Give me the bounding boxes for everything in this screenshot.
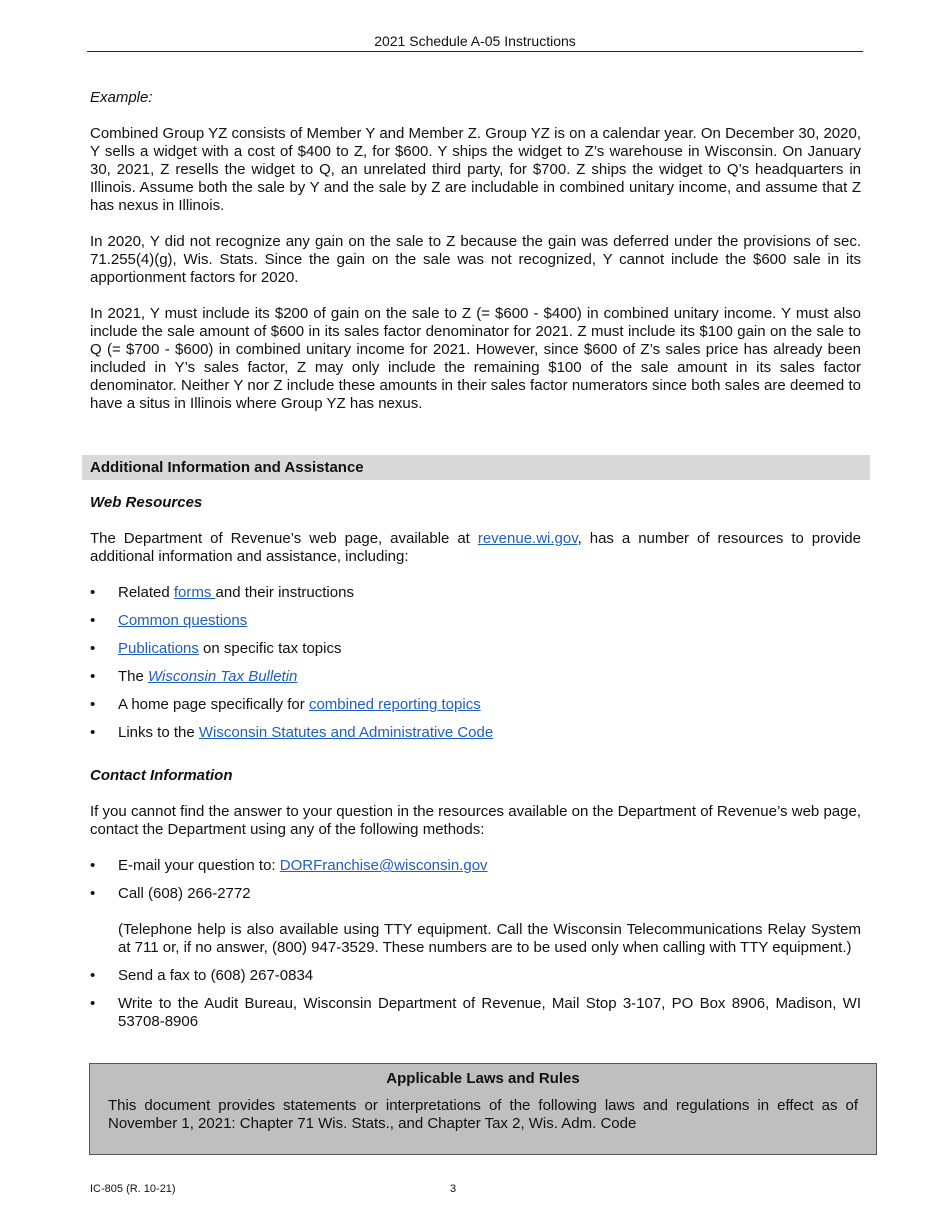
example-paragraph: In 2020, Y did not recognize any gain on the sale to Z because the gain was deferred under the provisions of sec. 71.255(4)(g), Wis. Stats. Since the gain on the sale was not recognized, Y cannot include the $600 sale in its apportionment factors for 2020. bbox=[90, 233, 861, 286]
bullet-icon: • bbox=[90, 584, 96, 601]
example-paragraph: Combined Group YZ consists of Member Y and Member Z. Group YZ is on a calendar year. On December 30, 2020, Y sells a widget with a cost of $400 to Z, for $600. Y ships the widget to Z’s warehouse in Wisconsin. On January 30, 2021, Z resells the widget to Q, an unrelated third party, for $700. Z ships the widget to Q’s headquarters in Illinois. Assume both the sale by Y and the sale by Z are includable in combined unitary income, and assume that Z has nexus in Illinois. bbox=[90, 125, 861, 214]
contact-heading: Contact Information bbox=[90, 767, 233, 784]
assistance-section bbox=[90, 494, 861, 1049]
example-section bbox=[90, 89, 861, 431]
tty-note: (Telephone help is also available using TTY equipment. Call the Wisconsin Telecommunications Relay System at 711 or, if no answer, (800) 947-3529. These numbers are to be used only when calling with TTY equipment.) bbox=[118, 921, 861, 956]
bullet-icon: • bbox=[90, 857, 96, 874]
list-item: • Related forms and their instructions bbox=[90, 584, 354, 601]
list-item bbox=[90, 612, 861, 630]
contact-intro: If you cannot find the answer to your question in the resources available on the Department of Revenue’s web page, contact the Department using any of the following methods: bbox=[90, 803, 861, 838]
contact-list bbox=[90, 857, 861, 903]
bullet-icon: • bbox=[90, 640, 96, 657]
list-item: • Call (608) 266-2772 bbox=[90, 885, 251, 902]
tax-bulletin-link[interactable]: Wisconsin Tax Bulletin bbox=[148, 668, 298, 685]
list-item: • The Wisconsin Tax Bulletin bbox=[90, 668, 298, 685]
web-resources-list bbox=[90, 584, 861, 742]
bullet-icon: • bbox=[90, 612, 96, 629]
bullet-icon: • bbox=[90, 995, 96, 1012]
example-paragraph: In 2021, Y must include its $200 of gain on the sale to Z (= $600 - $400) in combined unitary income. Y must also include the sale amount of $600 in its sales factor denominator for 2021. Z must include its $100 gain on the sale to Q (= $700 - $600) in combined unitary income for 2021. However, since $600 of Z’s sales price has already been included in Y’s sales factor, Z may only include the remaining $100 of the sale amount in its sales factor denominator. Neither Y nor Z include these amounts in their sales factor numerators since both sales are deemed to have a situs in Illinois where Group YZ has nexus. bbox=[90, 305, 861, 412]
bullet-icon: • bbox=[90, 696, 96, 713]
publications-link[interactable]: Publications bbox=[118, 640, 199, 657]
revenue-website-link[interactable]: revenue.wi.gov bbox=[477, 530, 578, 547]
example-label: Example: bbox=[90, 89, 153, 106]
section-heading-assistance: Additional Information and Assistance bbox=[82, 455, 870, 480]
combined-reporting-link[interactable]: combined reporting topics bbox=[308, 696, 481, 713]
forms-link[interactable]: forms bbox=[173, 584, 216, 601]
contact-list-continued bbox=[90, 967, 861, 1031]
web-resources-heading: Web Resources bbox=[90, 494, 203, 511]
form-id: IC-805 (R. 10-21) bbox=[90, 1183, 176, 1195]
list-item: • Publications on specific tax topics bbox=[90, 640, 342, 657]
bullet-icon: • bbox=[90, 724, 96, 741]
list-item: • Write to the Audit Bureau, Wisconsin Department of Revenue, Mail Stop 3-107, PO Box 8906, Madison, WI 53708-8906 bbox=[90, 995, 861, 1030]
list-item: • E-mail your question to: DORFranchise@wisconsin.gov bbox=[90, 857, 488, 874]
statutes-link[interactable]: Wisconsin Statutes and Administrative Code bbox=[198, 724, 494, 741]
list-item: • Send a fax to (608) 267-0834 bbox=[90, 967, 314, 984]
web-resources-intro: The Department of Revenue’s web page, available at revenue.wi.gov, has a number of resources to provide additional information and assistance, including: bbox=[90, 530, 861, 565]
bullet-icon: • bbox=[90, 668, 96, 685]
list-item: • Links to the Wisconsin Statutes and Administrative Code bbox=[90, 724, 494, 741]
list-item: • A home page specifically for combined reporting topics bbox=[90, 696, 481, 713]
email-link[interactable]: DORFranchise@wisconsin.gov bbox=[279, 857, 488, 874]
bullet-icon: • bbox=[90, 885, 96, 902]
laws-title: Applicable Laws and Rules bbox=[386, 1070, 580, 1087]
laws-text: This document provides statements or interpretations of the following laws and regulations in effect as of November 1, 2021: Chapter 71 Wis. Stats., and Chapter Tax 2, Wis. Adm. Code bbox=[108, 1097, 858, 1132]
common-questions-link[interactable]: Common questions bbox=[118, 612, 248, 629]
applicable-laws-box bbox=[89, 1063, 877, 1155]
page-number: 3 bbox=[450, 1183, 457, 1195]
page-header: 2021 Schedule A-05 Instructions bbox=[87, 33, 863, 52]
bullet-icon: • bbox=[90, 967, 96, 984]
